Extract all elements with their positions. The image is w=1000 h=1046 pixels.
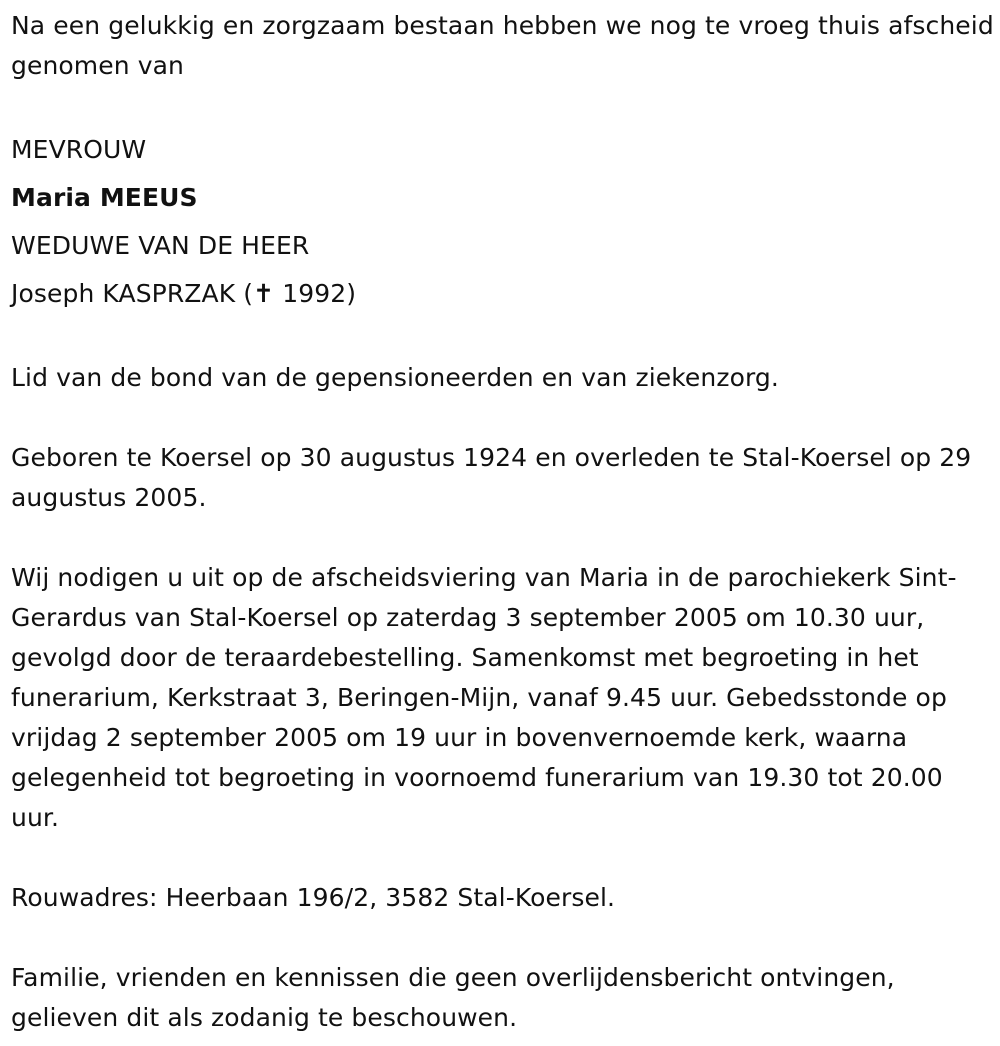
deceased-name: Maria MEEUS [11, 183, 198, 212]
widow-of-label: WEDUWE VAN DE HEER [11, 231, 310, 260]
membership-text: Lid van de bond van de gepensioneerden en van ziekenzorg. [11, 363, 779, 392]
address-text: Rouwadres: Heerbaan 196/2, 3582 Stal-Koersel. [11, 883, 616, 912]
spacer [11, 398, 996, 438]
invitation-text: Wij nodigen u uit op de afscheidsviering van Maria in de parochiekerk Sint-Gerardus van Stal-Koersel op zaterdag 3 september 2005 om 10.30 uur, gevolgd door de teraardebestelling. Samenkomst met begroeting in het funerarium, Kerkstraat 3, Beringen-Mijn, vanaf 9.45 uur. Gebedsstonde op vrijdag 2 september 2005 om 19 uur in bovenvernoemde kerk, waarna gelegenheid tot begroeting in voornoemd funerarium van 19.30 tot 20.00 uur. [11, 563, 957, 832]
birth-death-text: Geboren te Koersel op 30 augustus 1924 en overleden te Stal-Koersel op 29 augustus 2005. [11, 443, 972, 512]
spacer [11, 318, 996, 358]
spacer [11, 86, 996, 126]
closing-text: Familie, vrienden en kennissen die geen overlijdensbericht ontvingen, gelieven dit als zodanig te beschouwen. [11, 963, 895, 1032]
spacer [11, 518, 996, 558]
name-block [11, 126, 996, 318]
spacer [11, 838, 996, 878]
death-notice [11, 6, 996, 1038]
spacer [11, 918, 996, 958]
intro-text: Na een gelukkig en zorgzaam bestaan hebben we nog te vroeg thuis afscheid genomen van [11, 11, 994, 80]
spouse-name: Joseph KASPRZAK (✝ 1992) [11, 279, 357, 308]
honorific: MEVROUW [11, 135, 147, 164]
